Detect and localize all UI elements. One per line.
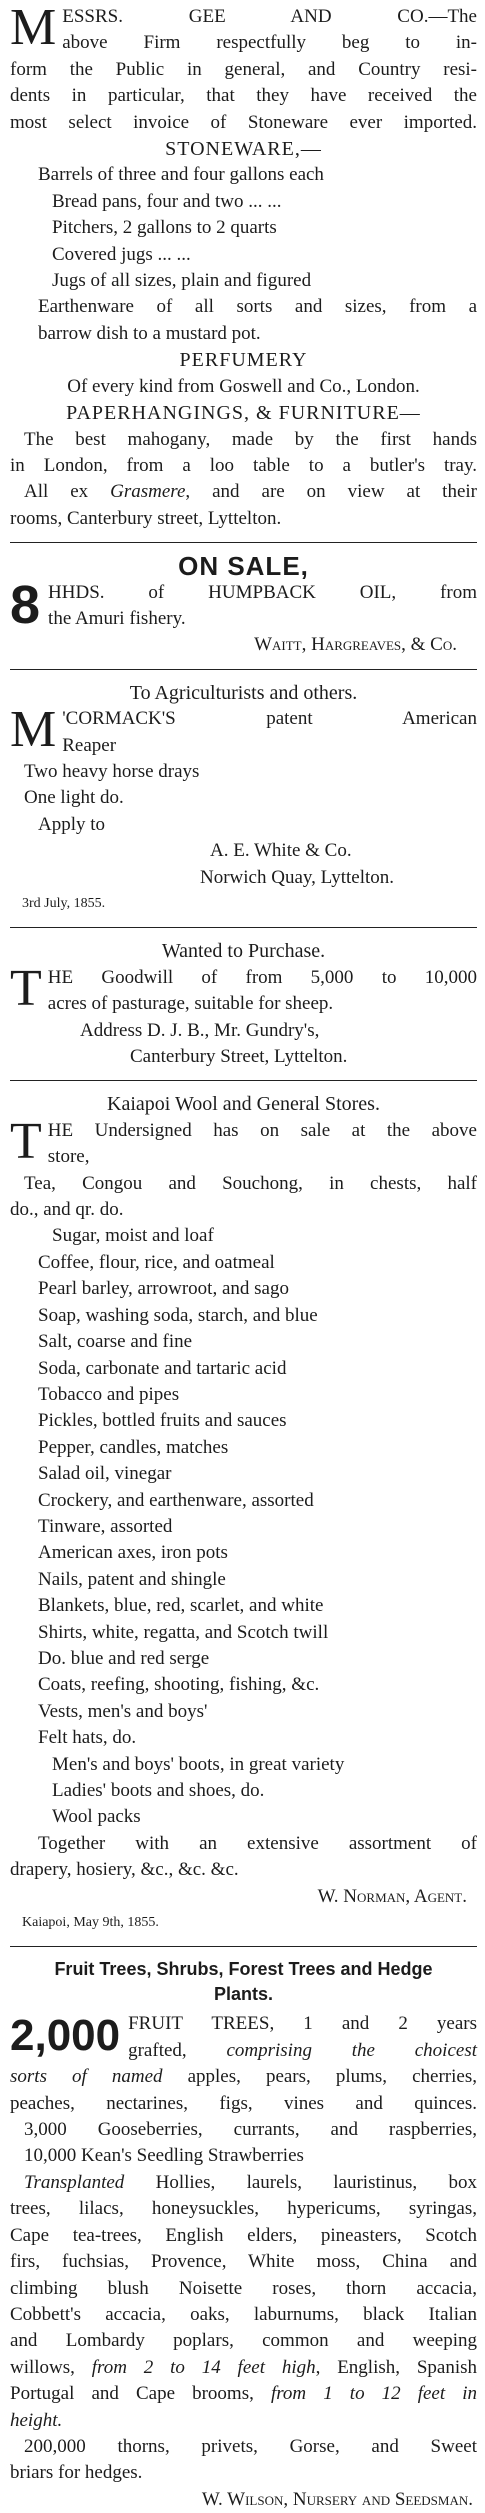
dropcap-number: 2,000	[10, 2011, 121, 2061]
text-fragment: from 1 to 12 feet in	[270, 2383, 478, 2405]
list-item: Salt, coarse and fine	[38, 1331, 193, 1353]
text-line: 200,000 thorns, privets, Gorse, and Sweet	[24, 2435, 477, 2457]
text-line: 'CORMACK'S patent American	[62, 708, 477, 730]
signature: W. Norman, Agent.	[317, 1885, 467, 1907]
list-item: Covered jugs ... ...	[52, 243, 191, 265]
divider	[10, 927, 477, 928]
text-line: Together with an extensive assortment of	[38, 1832, 477, 1854]
list-item: Vests, men's and boys'	[38, 1700, 208, 1722]
list-item: Coats, reefing, shooting, fishing, &c.	[38, 1674, 320, 1696]
list-item: Crockery, and earthenware, assorted	[38, 1489, 314, 1511]
dropcap-number: 8	[10, 574, 41, 635]
text-line: Address D. J. B., Mr. Gundry's,	[80, 1019, 320, 1041]
text-fragment: All ex	[24, 481, 111, 503]
list-item: Coffee, flour, rice, and oatmeal	[38, 1251, 275, 1273]
text-fragment: Hollies, laurels, lauristinus, box	[124, 2171, 477, 2193]
text-fragment: from 2 to 14 feet high	[91, 2356, 316, 2378]
text-line: barrow dish to a mustard pot.	[38, 322, 261, 344]
stoneware-heading: STONEWARE,—	[165, 138, 322, 161]
text-line: above Firm respectfully beg to in-	[62, 32, 477, 54]
dropcap-letter: M	[10, 0, 57, 56]
paperhangings-heading: PAPERHANGINGS, & FURNITURE—	[66, 402, 421, 425]
text-line: 3,000 Gooseberries, currants, and raspberries,	[24, 2119, 477, 2141]
list-item: Men's and boys' boots, in great variety	[52, 1753, 345, 1775]
perfumery-heading: PERFUMERY	[179, 349, 308, 372]
text-line: trees, lilacs, honeysuckles, hypericums, syringas,	[10, 2198, 477, 2220]
text-line: Cobbett's accacia, oaks, laburnums, black Italian	[10, 2303, 477, 2325]
text-line: most select invoice of Stoneware ever imported.	[10, 111, 477, 133]
text-line: and Lombardy poplars, common and weeping	[10, 2330, 477, 2352]
list-item: Soap, washing soda, starch, and blue	[38, 1304, 318, 1326]
divider	[10, 542, 477, 543]
text-fragment: comprising the choicest	[226, 2039, 477, 2061]
text-line: dents in particular, that they have received the	[10, 85, 477, 107]
gee-advertisement	[10, 0, 477, 532]
stoneware-list	[10, 162, 477, 294]
text-line: Two heavy horse drays	[24, 760, 200, 782]
date: Kaiapoi, May 9th, 1855.	[22, 1915, 159, 1931]
oil-body	[10, 574, 477, 635]
text-fragment: Transplanted	[24, 2171, 125, 2193]
list-item: American axes, iron pots	[38, 1542, 228, 1564]
text-line: acres of pasturage, suitable for sheep.	[47, 993, 334, 1015]
list-item: Jugs of all sizes, plain and figured	[52, 270, 312, 292]
list-item: Pickles, bottled fruits and sauces	[38, 1410, 287, 1432]
text-line: climbing blush Noisette roses, thorn accacia,	[10, 2277, 477, 2299]
text-line: Earthenware of all sorts and sizes, from a	[38, 296, 477, 318]
text-line: 10,000 Kean's Seedling Strawberries	[24, 2145, 304, 2167]
fruit-trees-advertisement	[10, 1957, 477, 2513]
list-item: Tobacco and pipes	[38, 1383, 180, 1405]
cormack-body	[10, 701, 477, 759]
divider	[10, 669, 477, 670]
list-item: Barrels of three and four gallons each	[38, 164, 324, 186]
divider	[10, 1946, 477, 1947]
text-line: One light do.	[24, 787, 124, 809]
list-item: Soda, carbonate and tartaric acid	[38, 1357, 287, 1379]
section-heading: To Agriculturists and others.	[129, 681, 358, 704]
text-line	[10, 2170, 477, 2196]
text-line: Reaper	[62, 734, 117, 756]
wanted-advertisement	[10, 938, 477, 1070]
text-line: Tea, Congou and Souchong, in chests, half	[24, 1172, 477, 1194]
list-item: Do. blue and red serge	[38, 1647, 210, 1669]
text-line: store,	[47, 1146, 90, 1168]
text-line: drapery, hosiery, &c., &c. &c.	[10, 1859, 239, 1881]
text-line: rooms, Canterbury street, Lyttelton.	[10, 507, 282, 529]
section-heading: Wanted to Purchase.	[161, 940, 326, 963]
signature: Waitt, Hargreaves, & Co.	[254, 634, 457, 656]
goods-list	[10, 1223, 477, 1830]
text-line: the Amuri fishery.	[48, 607, 186, 629]
wanted-body	[10, 959, 477, 1018]
text-line: The best mahogany, made by the first hands	[24, 428, 477, 450]
list-item: Nails, patent and shingle	[38, 1568, 226, 1590]
list-item: Pepper, candles, matches	[38, 1436, 229, 1458]
oil-advertisement	[10, 553, 477, 659]
text-line: Cape tea-trees, English elders, pineasters, Scotch	[10, 2224, 477, 2246]
dropcap-letter: M	[10, 701, 57, 759]
list-item: Salad oil, vinegar	[38, 1463, 172, 1485]
section-heading: Plants.	[213, 1984, 274, 2005]
fruit-intro	[10, 2011, 477, 2064]
divider	[10, 1080, 477, 1081]
cormack-advertisement	[10, 680, 477, 918]
ship-name: Grasmere	[110, 481, 186, 503]
on-sale-heading: ON SALE,	[178, 551, 309, 582]
text-line: firs, fuchsias, Provence, White moss, China and	[10, 2251, 477, 2273]
text-fragment: , and are on view at their	[185, 481, 477, 503]
kaiapoi-intro	[10, 1112, 477, 1171]
list-item: Ladies' boots and shoes, do.	[52, 1780, 265, 1801]
text-line: Of every kind from Goswell and Co., London.	[67, 375, 420, 397]
section-heading: Fruit Trees, Shrubs, Forest Trees and Hedge	[54, 1959, 433, 1980]
text-line: form the Public in general, and Country resi-	[10, 58, 477, 80]
list-item: Shirts, white, regatta, and Scotch twill	[38, 1621, 329, 1643]
text-line	[10, 2381, 477, 2407]
dropcap-letter: T	[10, 1112, 42, 1170]
gee-intro	[10, 0, 477, 136]
text-line: FRUIT TREES, 1 and 2 years	[128, 2013, 477, 2035]
text-line: HE Goodwill of from 5,000 to 10,000	[47, 966, 477, 988]
text-line	[10, 2355, 477, 2381]
list-item: Blankets, blue, red, scarlet, and white	[38, 1595, 324, 1617]
list-item: Bread pans, four and two ... ...	[52, 190, 282, 212]
list-item: Tinware, assorted	[38, 1515, 173, 1537]
list-item: Felt hats, do.	[38, 1727, 137, 1749]
dropcap-letter: T	[10, 959, 42, 1017]
text-line: Apply to	[38, 813, 106, 835]
list-item: Pearl barley, arrowroot, and sago	[38, 1278, 289, 1300]
text-line: HE Undersigned has on sale at the above	[47, 1119, 477, 1141]
signature-address: Norwich Quay, Lyttelton.	[200, 866, 395, 888]
list-item: Wool packs	[52, 1806, 141, 1828]
section-heading: Kaiapoi Wool and General Stores.	[107, 1093, 380, 1116]
list-item: Sugar, moist and loaf	[52, 1225, 214, 1247]
text-line: peaches, nectarines, figs, vines and quinces.	[10, 2092, 477, 2114]
text-line: height.	[10, 2409, 63, 2431]
kaiapoi-advertisement	[10, 1091, 477, 1936]
text-line: ESSRS. GEE AND CO.—The	[62, 6, 477, 27]
text-fragment: Portugal and Cape brooms,	[10, 2383, 271, 2405]
text-line: in London, from a loo table to a butler's tray.	[10, 454, 477, 476]
text-fragment: willows,	[10, 2356, 92, 2378]
list-item: Pitchers, 2 gallons to 2 quarts	[52, 217, 277, 239]
date: 3rd July, 1855.	[22, 896, 106, 911]
text-line: do., and qr. do.	[10, 1199, 124, 1221]
signature: W. Wilson, Nursery and Seedsman.	[201, 2488, 473, 2510]
text-line	[10, 2064, 477, 2090]
text-fragment: apples, pears, plums, cherries,	[162, 2066, 477, 2088]
text-fragment: grafted,	[128, 2039, 227, 2061]
text-line: briars for hedges.	[10, 2462, 143, 2484]
text-fragment: sorts of named	[10, 2066, 163, 2088]
text-line	[10, 479, 477, 505]
text-line: HHDS. of HUMPBACK OIL, from	[48, 581, 477, 603]
text-fragment: , English, Spanish	[315, 2356, 478, 2378]
text-line: Canterbury Street, Lyttelton.	[130, 1046, 348, 1068]
signature: A. E. White & Co.	[210, 840, 352, 862]
